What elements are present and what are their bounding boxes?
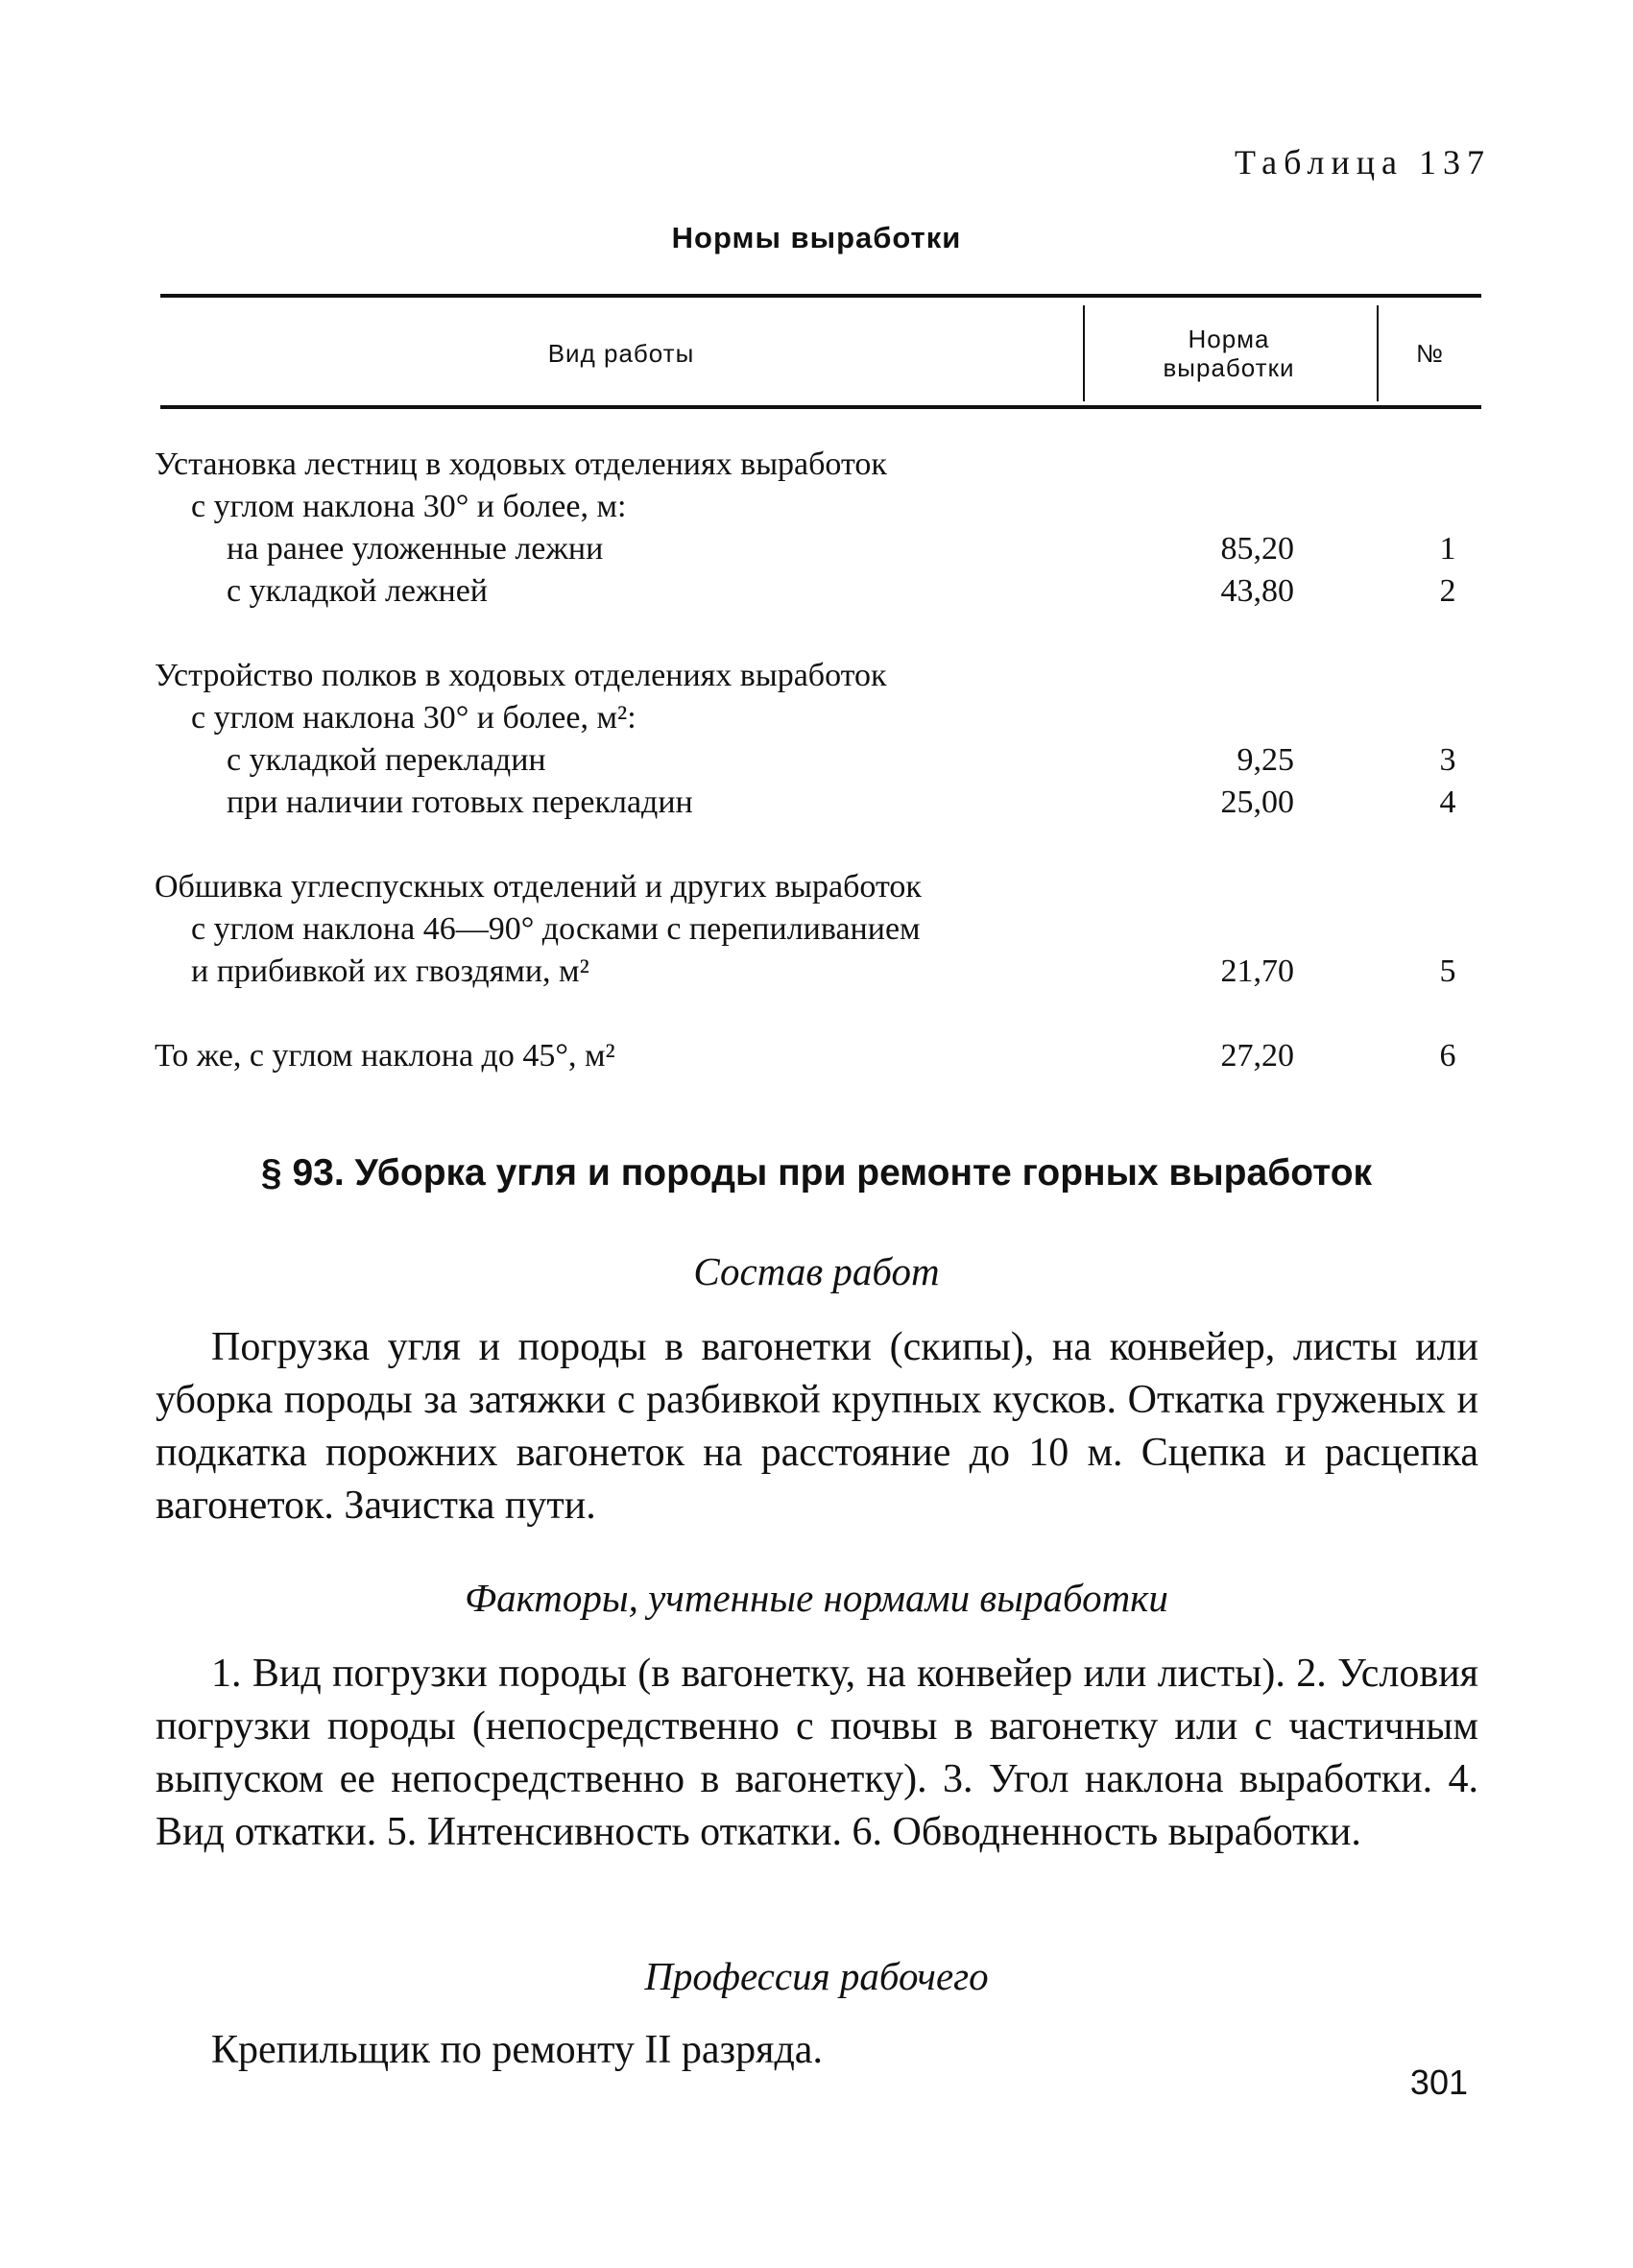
- table-number-label: Таблица 137: [1235, 143, 1491, 181]
- table-row-text: с укладкой перекладин: [227, 742, 546, 778]
- table-row-number: 6: [1439, 1038, 1456, 1074]
- table-header-rule: [160, 405, 1481, 409]
- table-row-norm: 25,00: [1220, 784, 1294, 820]
- table-group-line: Устройство полков в ходовых отделениях выработок: [155, 658, 887, 693]
- factors-text: 1. Вид погрузки породы (в вагонетку, на конвейер или листы). 2. Условия погрузки породы (непосредственно с почвы в вагонетку или с частичным выпуском ее непосредственно в вагонетку). 3. Угол наклона выработки. 4. Вид откатки. 5. Интенсивность откатки. 6. Обводненность выработки.: [156, 1652, 1478, 1854]
- header-norm: [1085, 325, 1373, 382]
- table-row-number: 5: [1439, 953, 1456, 989]
- table-row-text: с укладкой лежней: [227, 573, 488, 609]
- profession-text: Крепильщик по ремонту II разряда.: [211, 2028, 823, 2072]
- table-row-norm: 27,20: [1220, 1038, 1294, 1074]
- section-heading: § 93. Уборка угля и породы при ремонте горных выработок: [260, 1152, 1373, 1194]
- table-row-norm: 21,70: [1220, 953, 1294, 989]
- header-work-type: Вид работы: [547, 339, 695, 368]
- table-row-norm: 9,25: [1237, 742, 1294, 778]
- header-number: №: [1416, 339, 1444, 368]
- table-row-number: 1: [1439, 531, 1456, 567]
- profession-title: Профессия рабочего: [644, 1954, 989, 1998]
- table-group-line: Установка лестниц в ходовых отделениях выработок: [155, 446, 887, 482]
- composition-text: Погрузка угля и породы в вагонетки (скипы), на конвейер, листы или уборка породы за затяжки с разбивкой крупных кусков. Откатка груженых и подкатка порожних вагонеток на расстояние до 10 м. Сцепка и расцепка вагонеток. Зачистка пути.: [156, 1325, 1478, 1528]
- header-norm-line2: выработки: [1163, 353, 1295, 382]
- table-title: Нормы выработки: [671, 221, 962, 254]
- table-row-number: 3: [1439, 742, 1456, 778]
- page-number: 301: [1409, 2063, 1468, 2102]
- table-group-line: с углом наклона 30° и более, м:: [191, 489, 627, 524]
- table-group-line: Обшивка углеспускных отделений и других выработок: [155, 869, 922, 905]
- table-row-text: при наличии готовых перекладин: [227, 784, 693, 820]
- table-group-line: То же, с углом наклона до 45°, м²: [155, 1038, 615, 1074]
- table-group-line: с углом наклона 30° и более, м²:: [191, 700, 636, 736]
- table-row-norm: 43,80: [1220, 573, 1294, 609]
- composition-title: Состав работ: [693, 1249, 940, 1293]
- header-norm-line1: Норма: [1188, 325, 1270, 353]
- table-row-norm: 85,20: [1220, 531, 1294, 567]
- table-group-line: с углом наклона 46—90° досками с перепиливанием: [191, 911, 921, 947]
- table-row-number: 2: [1439, 573, 1456, 609]
- table-top-rule: [160, 294, 1481, 298]
- table-row-number: 4: [1439, 784, 1456, 820]
- factors-title: Факторы, учтенные нормами выработки: [465, 1576, 1168, 1620]
- table-group-line: и прибивкой их гвоздями, м²: [191, 953, 589, 989]
- table-row-text: на ранее уложенные лежни: [227, 531, 604, 567]
